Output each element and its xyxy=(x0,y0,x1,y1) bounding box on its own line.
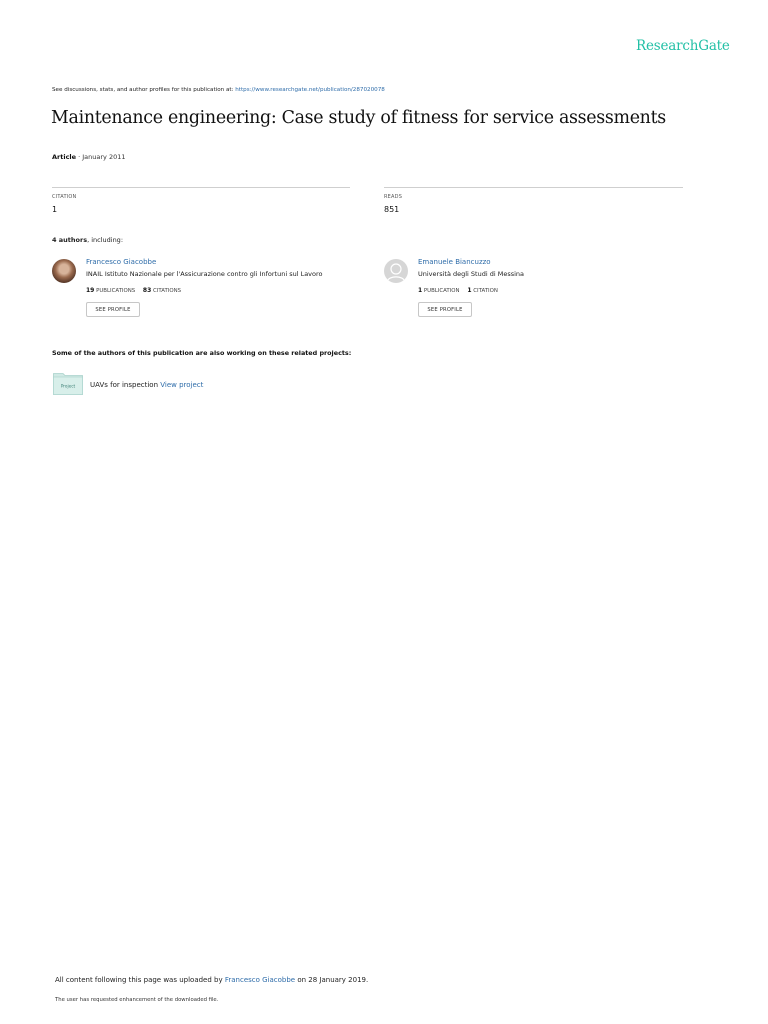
project-name: UAVs for inspection xyxy=(90,381,159,389)
view-project-link[interactable]: View project xyxy=(160,381,204,389)
publication-date: January 2011 xyxy=(82,153,126,161)
project-icon-label: Project xyxy=(60,383,76,389)
author-avatar-photo[interactable] xyxy=(52,259,76,283)
discussions-prefix: See discussions, stats, and author profiles for this publication at: xyxy=(52,87,236,93)
uploader-link[interactable]: Francesco Giacobbe xyxy=(224,976,296,984)
author-citations-count: 1 xyxy=(467,287,472,294)
author-name-link[interactable]: Francesco Giacobbe xyxy=(86,258,157,266)
related-projects-heading: Some of the authors of this publication are also working on these related projects: xyxy=(52,349,352,357)
author-publications-label: PUBLICATION xyxy=(423,288,460,294)
upload-notice xyxy=(55,976,368,984)
project-item xyxy=(90,381,203,389)
researchgate-logo[interactable]: ResearchGate xyxy=(636,38,730,54)
reads-label: READS xyxy=(384,194,403,200)
publication-type: Article xyxy=(52,153,77,161)
author-institution: Università degli Studi di Messina xyxy=(418,270,524,278)
see-profile-button[interactable]: SEE PROFILE xyxy=(86,302,140,317)
see-profile-button[interactable]: SEE PROFILE xyxy=(418,302,472,317)
author-publications-count: 19 xyxy=(86,287,95,294)
discussions-notice xyxy=(52,87,385,93)
author-citations-label: CITATION xyxy=(473,288,498,294)
publication-meta xyxy=(52,153,126,161)
author-institution: INAIL Istituto Nazionale per l'Assicurazione contro gli Infortuni sul Lavoro xyxy=(86,270,323,278)
author-citations-count: 83 xyxy=(142,287,152,294)
author-publications-label: PUBLICATIONS xyxy=(96,288,136,294)
author-avatar-placeholder[interactable] xyxy=(384,259,408,283)
enhancement-note: The user has requested enhancement of the downloaded file. xyxy=(55,997,219,1003)
publication-title: Maintenance engineering: Case study of fitness for service assessments xyxy=(51,108,666,128)
author-stats xyxy=(86,287,181,294)
reads-count: 851 xyxy=(384,205,400,214)
project-folder-icon xyxy=(53,372,83,395)
authors-count: 4 authors xyxy=(52,236,88,244)
author-stats xyxy=(418,287,498,294)
upload-date: on 28 January 2019. xyxy=(295,976,369,984)
citation-label: CITATION xyxy=(52,194,77,200)
citation-divider xyxy=(52,187,350,188)
person-silhouette-icon xyxy=(384,259,408,283)
upload-prefix: All content following this page was uploaded by xyxy=(55,976,225,984)
author-citations-label: CITATIONS xyxy=(152,288,182,294)
publication-url-link[interactable]: https://www.researchgate.net/publication/287020078 xyxy=(235,87,385,93)
authors-summary xyxy=(52,236,123,244)
meta-separator: · xyxy=(76,153,83,161)
citation-count: 1 xyxy=(52,205,58,214)
reads-divider xyxy=(384,187,683,188)
authors-suffix: , including: xyxy=(87,236,124,244)
author-publications-count: 1 xyxy=(418,287,423,294)
author-name-link[interactable]: Emanuele Biancuzzo xyxy=(418,258,491,266)
